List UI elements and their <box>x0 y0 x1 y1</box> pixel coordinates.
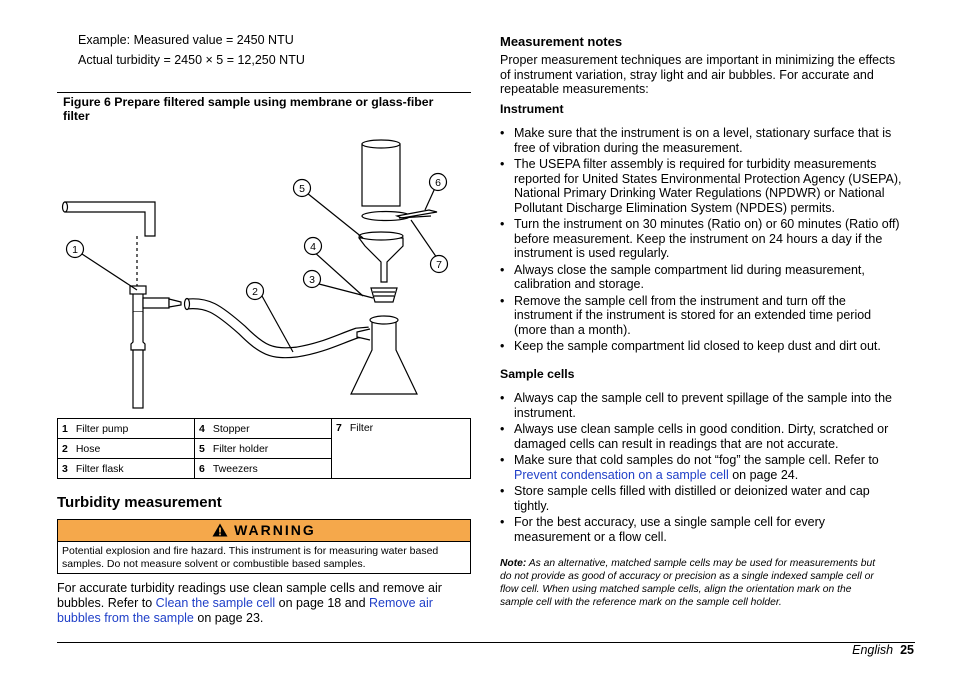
link-prevent-condensation[interactable]: Prevent condensation on a sample cell <box>514 467 729 482</box>
sample-cells-heading: Sample cells <box>500 367 575 381</box>
figure-caption: Figure 6 Prepare filtered sample using membrane or glass-fiber filter <box>63 95 434 123</box>
warning-triangle-icon <box>212 523 228 537</box>
list-item: • Make sure that cold samples do not “fog” the sample cell. Refer to Prevent condensation on a sample cell on page 24. <box>500 453 920 482</box>
stopper-drawing <box>371 288 397 302</box>
footer-rule <box>57 642 915 643</box>
callout-3: 3 <box>309 274 315 286</box>
filter-assembly-figure <box>57 130 471 416</box>
list-item: • Remove the sample cell from the instrument and turn off the instrument if the instrument is stored for an extended time period (more than a month). <box>500 294 920 338</box>
link-remove-air-bubbles[interactable]: Remove air <box>369 596 433 610</box>
callout-4: 4 <box>310 241 316 253</box>
warning-title: WARNING <box>234 522 316 538</box>
callout-1: 1 <box>72 244 78 256</box>
example-actual: Actual turbidity = 2450 × 5 = 12,250 NTU <box>78 53 305 67</box>
warning-header <box>58 520 470 542</box>
filter-holder-drawing <box>359 232 403 282</box>
list-item: • Store sample cells filled with distilled or deionized water and cap tightly. <box>500 484 920 513</box>
turbidity-heading: Turbidity measurement <box>57 494 222 511</box>
footer-language: English <box>852 643 894 657</box>
reservoir-drawing <box>362 140 400 206</box>
turbidity-paragraph: For accurate turbidity readings use clean sample cells and remove air bubbles. Refer to Clean the sample cell on page 18 and Remove air bubbles from the sample on page 23. <box>57 581 442 625</box>
page-number: 25 <box>900 643 914 657</box>
list-item: • Make sure that the instrument is on a level, stationary surface that is free of vibration during the measurement. <box>500 126 920 155</box>
link-clean-sample-cell[interactable]: Clean the sample cell <box>155 596 276 610</box>
instrument-list <box>500 126 920 356</box>
instrument-heading: Instrument <box>500 102 564 116</box>
list-item: • Always close the sample compartment lid during measurement, calibration and storage. <box>500 263 920 292</box>
list-item: • For the best accuracy, use a single sample cell for every measurement or a flow cell. <box>500 515 920 544</box>
filter-pump-drawing <box>63 202 182 408</box>
measurement-notes-heading: Measurement notes <box>500 34 623 49</box>
list-item: • The USEPA filter assembly is required for turbidity measurements reported for United States Environmental Protection Agency (USEPA), National Primary Drinking Water Regulations (NPDWR) or National Pollutant Discharge Elimination System (NPDES) permits. <box>500 157 920 215</box>
measurement-notes-intro: Proper measurement techniques are important in minimizing the effects of instrument variation, stray light and air bubbles. For accurate and repeatable measurements: <box>500 53 896 96</box>
note-block: Note: As an alternative, matched sample cells may be used for measurements but do not provide as good of accuracy or precision as a single indexed sample cell or flow cell. When using matched sample cells, align the orientation mark on the sample cell with the reference mark on the sample cell holder. <box>500 558 876 608</box>
note-label: Note: <box>500 558 527 569</box>
list-item: • Always cap the sample cell to prevent spillage of the sample into the instrument. <box>500 391 920 420</box>
list-item: • Always use clean sample cells in good condition. Dirty, scratched or damaged cells can result in readings that are not accurate. <box>500 422 920 451</box>
table-row: 1 Filter pump 4 Stopper 7 Filter <box>58 419 471 439</box>
figure-legend-table <box>57 418 471 479</box>
sample-cells-list <box>500 391 920 546</box>
callout-5: 5 <box>299 183 305 195</box>
callout-6: 6 <box>435 177 441 189</box>
list-item: • Turn the instrument on 30 minutes (Ratio on) or 60 minutes (Ratio off) before measurement. Keep the instrument on 24 hours a day if the instrument is used regularly. <box>500 217 920 261</box>
warning-text: Potential explosion and fire hazard. This instrument is for measuring water based samples. Do not measure solvent or combustible based samples. <box>62 545 439 570</box>
table-row: 2 Hose 5 Filter holder <box>58 439 471 459</box>
list-item: • Keep the sample compartment lid closed to keep dust and dirt out. <box>500 339 920 354</box>
table-row: 3 Filter flask 6 Tweezers <box>58 459 471 479</box>
callout-7: 7 <box>436 259 442 271</box>
callout-2: 2 <box>252 286 258 298</box>
page-footer <box>852 643 914 657</box>
example-measured: Example: Measured value = 2450 NTU <box>78 33 294 47</box>
warning-box <box>57 519 471 574</box>
link-remove-air-bubbles-cont[interactable]: bubbles from the sample <box>57 611 194 625</box>
figure-rule <box>57 92 471 93</box>
